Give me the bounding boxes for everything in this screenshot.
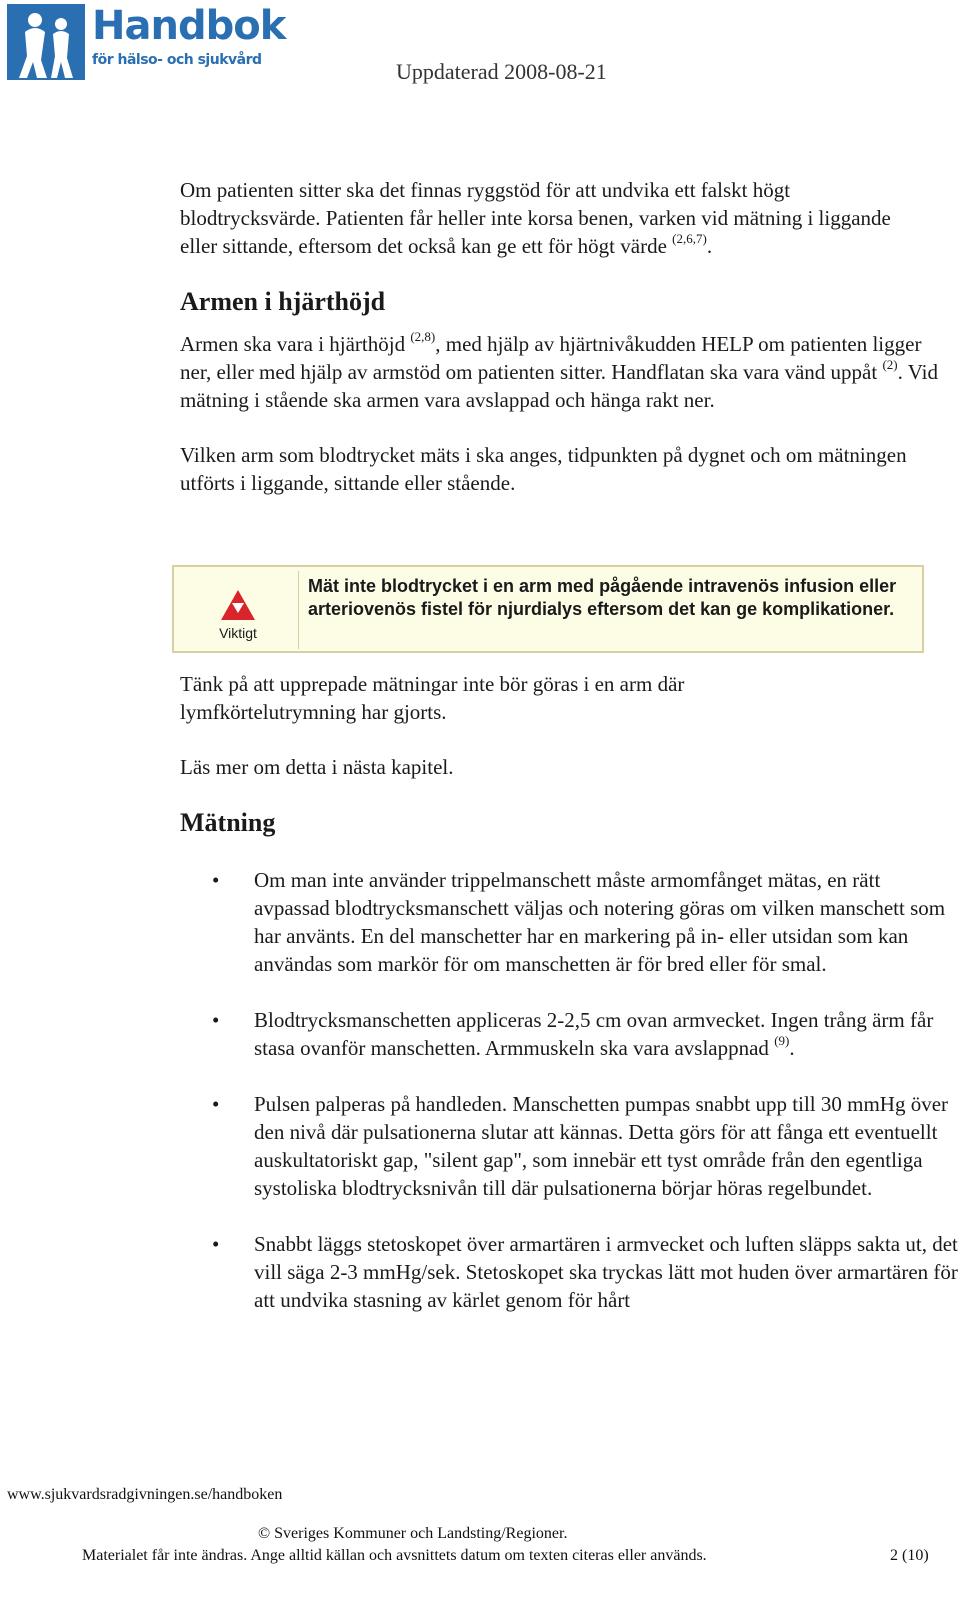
footer-copyright: © Sveriges Kommuner och Landsting/Regioner. — [258, 1525, 568, 1542]
intro-text: Om patienten sitter ska det finnas ryggstöd för att undvika ett falskt högt blodtrycksvärde. Patienten får heller inte korsa benen, varken vid mätning i liggande eller sittande, eftersom det också kan ge ett för högt värde — [180, 178, 891, 258]
list-item — [180, 1230, 960, 1314]
updated-date: Uppdaterad 2008-08-21 — [396, 59, 607, 84]
list-item — [180, 1090, 960, 1202]
callout-label: Viktigt — [219, 625, 257, 641]
page-number: 2 (10) — [890, 1547, 929, 1564]
arm-side-paragraph: Vilken arm som blodtrycket mäts i ska anges, tidpunkten på dygnet och om mätningen utförts i liggande, sittande eller stående. — [180, 443, 907, 495]
footer-url[interactable]: www.sjukvardsradgivningen.se/handboken — [7, 1486, 283, 1503]
lymph-paragraph: Tänk på att upprepade mätningar inte bör göras i en arm där lymfkörtelutrymning har gjorts. — [180, 672, 685, 724]
intro-paragraph — [180, 176, 910, 260]
logo-figure-icon — [7, 4, 85, 80]
section-heading-arm: Armen i hjärthöjd — [180, 287, 386, 316]
callout-text: Mät inte blodtrycket i en arm med pågående intravenös infusion eller arteriovenös fistel för njurdialys eftersom det kan ge komplikationer. — [308, 576, 897, 619]
logo-subtitle: för hälso- och sjukvård — [92, 52, 262, 68]
bullet-icon: • — [212, 1092, 220, 1116]
list-item-text: Blodtrycksmanschetten appliceras 2-2,5 cm ovan armvecket. Ingen trång ärm får stasa ovanför manschetten. Armmuskeln ska vara avslappnad — [254, 1008, 934, 1060]
logo-title: Handbok — [92, 3, 286, 49]
list-item-end: . — [789, 1036, 795, 1060]
list-item — [180, 1006, 960, 1062]
list-item-text: Snabbt läggs stetoskopet över armartären i armvecket och luften släpps sakta ut, det vill säga 2-3 mmHg/sek. Stetoskopet ska tryckas lätt mot huden över armartären för att undvika stasning av kärlet genom för hårt — [254, 1232, 958, 1312]
content-after-callout — [180, 670, 960, 839]
bullet-icon: • — [212, 868, 220, 892]
bullet-icon: • — [212, 1232, 220, 1256]
section-heading-measurement: Mätning — [180, 808, 276, 837]
main-content — [180, 176, 960, 497]
handbok-logo — [7, 3, 286, 82]
reference: (9) — [774, 1033, 790, 1048]
read-more-paragraph: Läs mer om detta i nästa kapitel. — [180, 755, 454, 779]
intro-end: . — [706, 234, 713, 258]
list-item-text: Pulsen palperas på handleden. Manschetten pumpas snabbt upp till 30 mmHg över den nivå där pulsationerna slutar att kännas. Detta görs för att fånga ett eventuellt auskultatoriskt gap, "silent gap", som innebär ett tyst område från den egentliga systoliska blodtrycksnivån till där pulsationerna börjar höras regelbundet. — [254, 1092, 949, 1200]
measurement-list — [180, 866, 960, 1342]
arm-text-b: , med hjälp av hjärtnivåkudden HELP om patienten ligger ner, eller med hjälp av armstöd om patienten sitter. Handflatan ska vara vänd uppåt — [180, 332, 922, 384]
list-item — [180, 866, 960, 978]
footer-notice: Materialet får inte ändras. Ange alltid källan och avsnittets datum om texten citeras eller används. — [82, 1547, 707, 1564]
important-callout — [172, 565, 924, 653]
arm-paragraph — [180, 330, 940, 414]
bullet-icon: • — [212, 1008, 220, 1032]
arm-text-a: Armen ska vara i hjärthöjd — [180, 332, 406, 356]
reference: (2) — [882, 357, 898, 372]
reference: (2,6,7) — [672, 231, 707, 246]
warning-triangle-icon — [220, 589, 256, 621]
reference: (2,8) — [410, 329, 436, 344]
arm-text-c: . Vid mätning i stående ska armen vara avslappad och hänga rakt ner. — [180, 360, 938, 412]
callout-badge — [178, 571, 299, 649]
list-item-text: Om man inte använder trippelmanschett måste armomfånget mätas, en rätt avpassad blodtrycksmanschett väljas och notering göras om vilken manschett som har använts. En del manschetter har en markering på in- eller utsidan som kan användas som markör för om manschetten är för bred eller för smal. — [254, 868, 946, 976]
